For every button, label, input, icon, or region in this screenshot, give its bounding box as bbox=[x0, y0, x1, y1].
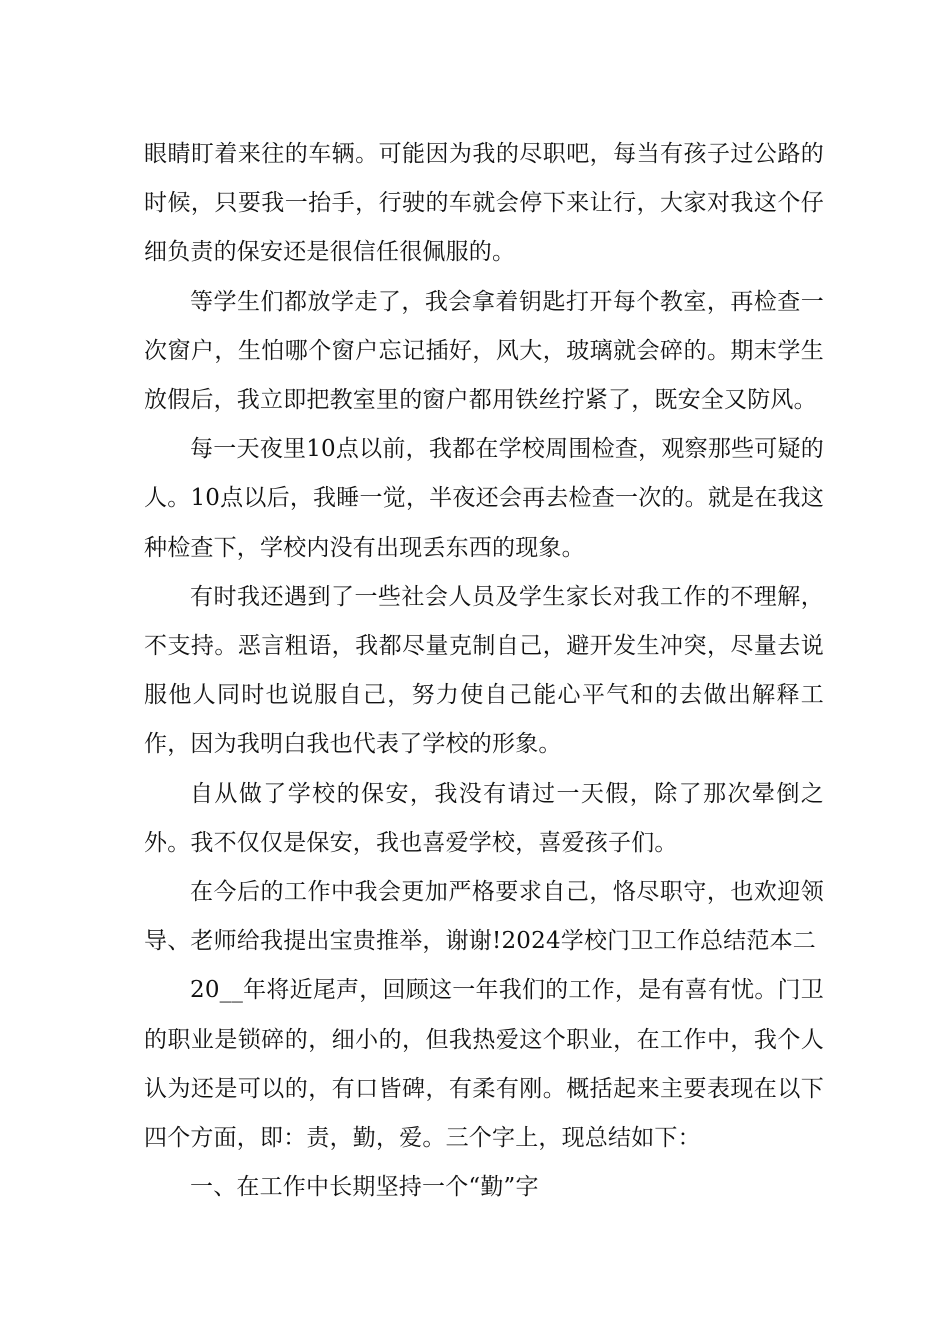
paragraph-7: 20__年将近尾声，回顾这一年我们的工作，是有喜有忧。门卫的职业是锁碎的，细小的，但我热爱这个职业，在工作中，我个人认为还是可以的，有口皆碑，有柔有刚。概括起来主要表现在以下四个方面，即：责，勤，爱。三个字上，现总结如下： bbox=[144, 977, 824, 1152]
paragraph-1: 眼睛盯着来往的车辆。可能因为我的尽职吧，每当有孩子过公路的时候，只要我一抬手，行驶的车就会停下来让行，大家对我这个仔细负责的保安还是很信任很佩服的。 bbox=[144, 141, 824, 266]
document-body bbox=[144, 130, 824, 1212]
section-heading: 一、在工作中长期坚持一个“勤”字 bbox=[190, 1174, 539, 1201]
paragraph-5: 自从做了学校的保安，我没有请过一天假，除了那次晕倒之外。我不仅仅是保安，我也喜爱学校，喜爱孩子们。 bbox=[144, 780, 824, 856]
paragraph-3: 每一天夜里10点以前，我都在学校周围检查，观察那些可疑的人。10点以后，我睡一觉，半夜还会再去检查一次的。就是在我这种检查下，学校内没有出现丢东西的现象。 bbox=[144, 436, 824, 561]
paragraph-6: 在今后的工作中我会更加严格要求自己，恪尽职守，也欢迎领导、老师给我提出宝贵推举，谢谢!2024学校门卫工作总结范本二 bbox=[144, 879, 824, 955]
paragraph-4: 有时我还遇到了一些社会人员及学生家长对我工作的不理解，不支持。恶言粗语，我都尽量克制自己，避开发生冲突，尽量去说服他人同时也说服自己，努力使自己能心平气和的去做出解释工作，因为我明白我也代表了学校的形象。 bbox=[144, 583, 824, 758]
paragraph-2: 等学生们都放学走了，我会拿着钥匙打开每个教室，再检查一次窗户，生怕哪个窗户忘记插好，风大，玻璃就会碎的。期末学生放假后，我立即把教室里的窗户都用铁丝拧紧了，既安全又防风。 bbox=[144, 288, 824, 414]
